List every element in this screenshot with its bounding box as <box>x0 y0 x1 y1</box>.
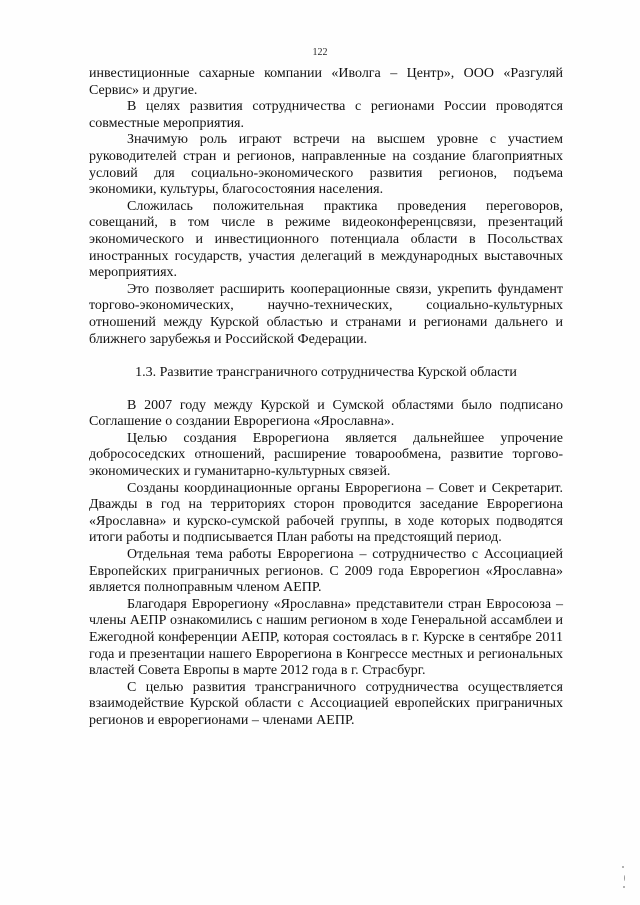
document-body <box>89 66 563 730</box>
paragraph: С целью развития трансграничного сотрудничества осуществляется взаимодействие Курской области с Ассоциацией европейских приграничных регионов и еврорегионами – членами АЕПР. <box>89 679 563 728</box>
paragraph: Благодаря Еврорегиону «Ярославна» представители стран Евросоюза – члены АЕПР ознакомились с нашим регионом в ходе Генеральной ассамблеи и Ежегодной конференции АЕПР, которая состоялась в г. Курске в сентябре 2011 года и презентации нашего Еврорегиона в Конгрессе местных и региональных властей Совета Европы в марте 2012 года в г. Страсбург. <box>89 596 563 679</box>
paragraph: Сложилась положительная практика проведения переговоров, совещаний, в том числе в режиме видеоконференцсвязи, презентаций экономического и инвестиционного потенциала области в Посольствах иностранных государств, участия делегаций в международных выставочных мероприятиях. <box>89 198 563 281</box>
paragraph: В целях развития сотрудничества с регионами России проводятся совместные мероприятия. <box>89 99 563 131</box>
paragraph-continuation: инвестиционные сахарные компании «Иволга – Центр», ООО «Разгуляй Сервис» и другие. <box>89 66 563 98</box>
section-heading: 1.3. Развитие трансграничного сотрудничества Курской области <box>135 365 517 381</box>
scan-speck <box>622 866 624 868</box>
paragraph: Значимую роль играют встречи на высшем уровне с участием руководителей стран и регионов, направленные на создание благоприятных условий для социально-экономического развития регионов, подъема экономики, культуры, благосостояния населения. <box>89 132 563 198</box>
paragraph: Это позволяет расширить кооперационные связи, укрепить фундамент торгово-экономических, научно-технических, социально-культурных отношений между Курской областью и странами и регионами дальнего и ближнего зарубежья и Российской Федерации. <box>89 281 563 347</box>
paragraph: Отдельная тема работы Еврорегиона – сотрудничество с Ассоциацией Европейских приграничных регионов. С 2009 года Еврорегион «Ярославна» является полноправным членом АЕПР. <box>89 547 563 596</box>
scan-speck <box>624 875 625 881</box>
scan-speck <box>623 886 625 888</box>
page-number: 122 <box>312 47 328 58</box>
paragraph: В 2007 году между Курской и Сумской областями было подписано Соглашение о создании Еврорегиона «Ярославна». <box>89 397 563 430</box>
paragraph: Созданы координационные органы Еврорегиона – Совет и Секретарит. Дважды в год на территориях сторон проводится заседание Еврорегиона «Ярославна» и курско-сумской рабочей группы, в ходе которых подводятся итоги работы и подписывается План работы на предстоящий период. <box>89 480 563 546</box>
paragraph: Целью создания Еврорегиона является дальнейшее упрочение добрососедских отношений, расширение товарообмена, развитие торгово-экономических и гуманитарно-культурных связей. <box>89 430 563 480</box>
